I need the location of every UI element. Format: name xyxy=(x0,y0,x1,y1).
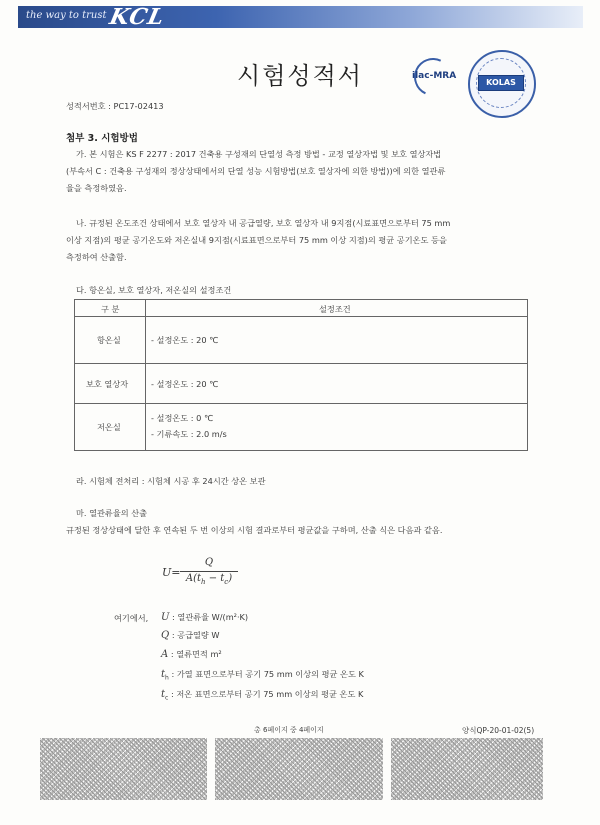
kcl-logo: KCL xyxy=(107,4,168,30)
definition-u-symbol: U xyxy=(161,612,170,623)
footer-page-count: 총 6페이지 중 4페이지 xyxy=(254,726,324,734)
section-title: 첨부 3. 시험방법 xyxy=(66,133,138,144)
definition-a xyxy=(161,649,222,660)
definition-a-text: : 열류면적 m² xyxy=(170,649,222,659)
para-ra: 라. 시험체 전처리 : 시험체 시공 후 24시간 상온 보관 xyxy=(76,476,266,486)
para-ga-line-3: 율을 측정하였음. xyxy=(66,183,127,193)
where-intro: 여기에서, xyxy=(114,613,149,623)
definition-u xyxy=(161,612,248,623)
security-pattern-middle xyxy=(215,738,383,800)
table-row-name-2: 보호 열상자 xyxy=(86,379,129,389)
formula-den-a: A(t xyxy=(185,573,202,584)
definition-th-sub: h xyxy=(165,674,169,682)
table-header-category: 구 분 xyxy=(101,304,120,314)
conditions-table xyxy=(74,299,528,451)
definition-tc-sub: c xyxy=(165,694,169,702)
footer-form-number: 양식QP-20-01-02(5) xyxy=(462,726,535,735)
definition-tc-text: : 저온 표면으로부터 공기 75 mm 이상의 평균 온도 K xyxy=(170,689,364,699)
table-row-name-3: 저온실 xyxy=(97,422,121,432)
para-da: 다. 항온실, 보호 열상자, 저온실의 설정조건 xyxy=(76,285,232,295)
para-ga-line-2: (부속서 C : 건축용 구성재의 정상상태에서의 단열 성능 시험방법(보호 열상자에 의한 방법))에 의한 열관류 xyxy=(66,166,446,176)
ilac-mra-logo xyxy=(412,58,464,96)
para-na-line-1: 나. 규정된 온도조건 상태에서 보호 열상자 내 공급열량, 보호 열상자 내 9지점(시료표면으로부터 75 mm xyxy=(76,218,451,228)
definition-tc-symbol: t xyxy=(161,689,166,700)
banner-tagline: the way to trust xyxy=(26,10,107,21)
formula-numerator: Q xyxy=(204,557,214,568)
table-row-condition-3a: - 설정온도 : 0 ℃ xyxy=(151,413,214,423)
para-na-line-2: 이상 지점)의 평균 공기온도와 저온실내 9지점(시료표면으로부터 75 mm 이상 지점)의 평균 공기온도 등을 xyxy=(66,235,447,245)
table-divider-row-2 xyxy=(75,403,527,404)
table-divider-vertical xyxy=(145,300,146,450)
formula-den-sub-h: h xyxy=(201,578,206,586)
definition-a-symbol: A xyxy=(161,649,169,660)
formula-denominator xyxy=(178,573,240,586)
definition-tc xyxy=(161,689,363,702)
table-row-condition-1: - 설정온도 : 20 ℃ xyxy=(151,335,219,345)
table-row-condition-3b: - 기류속도 : 2.0 m/s xyxy=(151,429,227,439)
definition-th xyxy=(161,669,364,682)
para-ma-body: 규정된 정상상태에 달한 후 연속된 두 번 이상의 시험 결과로부터 평균값을 구하며, 산출 식은 다음과 같음. xyxy=(66,525,443,535)
document-title: 시험성적서 xyxy=(237,62,363,90)
table-divider-header xyxy=(75,316,527,317)
table-header-conditions: 설정조건 xyxy=(319,304,351,314)
kolas-seal xyxy=(468,50,536,118)
kolas-logo-text: KOLAS xyxy=(478,75,524,91)
definition-th-symbol: t xyxy=(161,669,166,680)
para-ga-line-1: 가. 본 시험은 KS F 2277 : 2017 건축용 구성재의 단열성 측정 방법 - 교정 열상자법 및 보호 열상자법 xyxy=(76,149,442,159)
formula-den-end: ) xyxy=(228,573,233,584)
definition-q-text: : 공급열량 W xyxy=(171,630,220,640)
para-na-line-3: 측정하여 산출함. xyxy=(66,252,127,262)
table-row-condition-2: - 설정온도 : 20 ℃ xyxy=(151,379,219,389)
formula-fraction-bar xyxy=(180,571,238,572)
table-divider-row-1 xyxy=(75,363,527,364)
definition-u-text: : 열관류율 W/(m²·K) xyxy=(172,612,249,622)
para-ma-title: 마. 열관류율의 산출 xyxy=(76,508,148,518)
formula-den-sub-c: c xyxy=(224,578,229,586)
security-pattern-right xyxy=(391,738,543,800)
report-number: 성적서번호 : PC17-02413 xyxy=(66,101,164,111)
security-pattern-left xyxy=(40,738,207,800)
formula-lhs: U= xyxy=(162,566,181,579)
definition-q xyxy=(161,630,220,641)
formula-den-mid: − t xyxy=(205,573,225,584)
definition-q-symbol: Q xyxy=(161,630,170,641)
ilac-logo-text: ilac-MRA xyxy=(412,71,457,81)
kcl-banner xyxy=(18,6,583,28)
definition-th-text: : 가열 표면으로부터 공기 75 mm 이상의 평균 온도 K xyxy=(171,669,364,679)
table-row-name-1: 항온실 xyxy=(97,335,121,345)
